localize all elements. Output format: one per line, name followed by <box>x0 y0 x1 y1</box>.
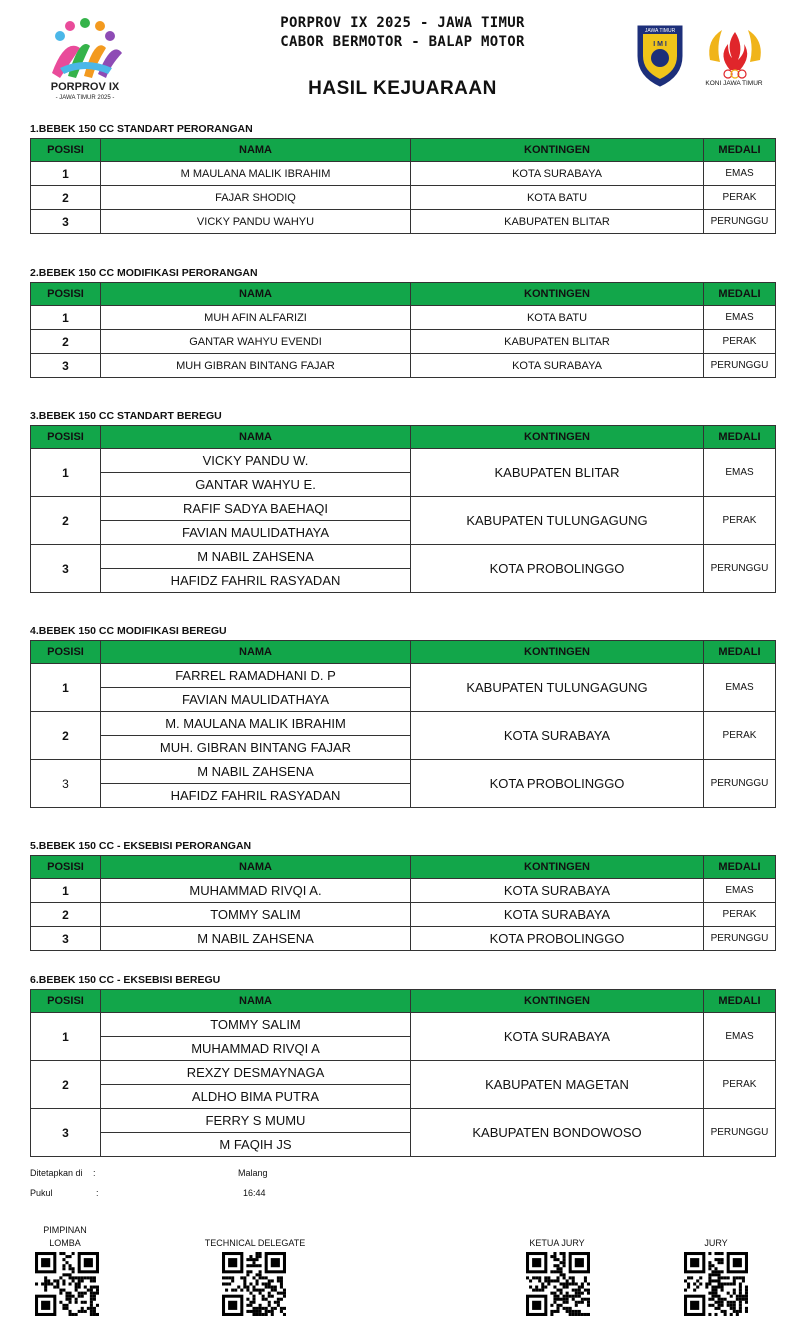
medal-cell: PERAK <box>704 903 776 927</box>
medal-cell: EMAS <box>704 1013 776 1061</box>
position-cell: 1 <box>31 664 101 712</box>
imi-logo-top-text: JAWA TIMUR <box>644 28 676 34</box>
header-posisi: POSISI <box>31 139 101 162</box>
contingent-cell: KOTA BATU <box>411 186 704 210</box>
place-value: Malang <box>238 1168 268 1178</box>
position-cell: 3 <box>31 545 101 593</box>
signatory-jury: JURY <box>704 1238 728 1248</box>
header-posisi: POSISI <box>31 283 101 306</box>
results-table <box>30 282 776 378</box>
qr-code <box>684 1252 748 1316</box>
results-table <box>30 989 776 1157</box>
medal-cell: PERUNGGU <box>704 210 776 234</box>
document-header <box>0 0 800 110</box>
table-row <box>31 712 776 736</box>
position-cell: 3 <box>31 210 101 234</box>
contingent-cell: KABUPATEN BLITAR <box>411 449 704 497</box>
header-posisi: POSISI <box>31 990 101 1013</box>
contingent-cell: KOTA PROBOLINGGO <box>411 927 704 951</box>
name-cell: GANTAR WAHYU E. <box>101 473 411 497</box>
medal-cell: PERUNGGU <box>704 760 776 808</box>
table-row <box>31 162 776 186</box>
medal-cell: PERUNGGU <box>704 927 776 951</box>
name-cell: VICKY PANDU W. <box>101 449 411 473</box>
table-row <box>31 210 776 234</box>
table-row <box>31 330 776 354</box>
header-medali: MEDALI <box>704 139 776 162</box>
name-cell: MUH. GIBRAN BINTANG FAJAR <box>101 736 411 760</box>
header-kontingen: KONTINGEN <box>411 139 704 162</box>
name-cell: VICKY PANDU WAHYU <box>101 210 411 234</box>
porprov-logo-subtitle: - JAWA TIMUR 2025 - <box>55 95 115 101</box>
contingent-cell: KOTA PROBOLINGGO <box>411 545 704 593</box>
name-cell: TOMMY SALIM <box>101 1013 411 1037</box>
header-medali: MEDALI <box>704 641 776 664</box>
header-posisi: POSISI <box>31 856 101 879</box>
table-row <box>31 1013 776 1037</box>
header-nama: NAMA <box>101 426 411 449</box>
position-cell: 3 <box>31 927 101 951</box>
table-header-row <box>31 283 776 306</box>
header-nama: NAMA <box>101 856 411 879</box>
contingent-cell: KABUPATEN BLITAR <box>411 210 704 234</box>
medal-cell: PERAK <box>704 497 776 545</box>
name-cell: RAFIF SADYA BAEHAQI <box>101 497 411 521</box>
header-posisi: POSISI <box>31 641 101 664</box>
contingent-cell: KOTA SURABAYA <box>411 879 704 903</box>
name-cell: M. MAULANA MALIK IBRAHIM <box>101 712 411 736</box>
name-cell: HAFIDZ FAHRIL RASYADAN <box>101 784 411 808</box>
medal-cell: PERUNGGU <box>704 1109 776 1157</box>
result-section <box>30 264 775 378</box>
section-title: 3.BEBEK 150 CC STANDART BEREGU <box>30 410 222 422</box>
document-title-block <box>200 14 605 52</box>
contingent-cell: KABUPATEN TULUNGAGUNG <box>411 664 704 712</box>
name-cell: FERRY S MUMU <box>101 1109 411 1133</box>
name-cell: MUH GIBRAN BINTANG FAJAR <box>101 354 411 378</box>
imi-shield-logo <box>634 22 686 88</box>
header-nama: NAMA <box>101 641 411 664</box>
header-kontingen: KONTINGEN <box>411 990 704 1013</box>
header-nama: NAMA <box>101 990 411 1013</box>
table-row <box>31 760 776 784</box>
table-row <box>31 903 776 927</box>
results-table <box>30 640 776 808</box>
section-title: 1.BEBEK 150 CC STANDART PERORANGAN <box>30 123 253 135</box>
name-cell: FAVIAN MAULIDATHAYA <box>101 688 411 712</box>
results-table <box>30 138 776 234</box>
title-line-1: PORPROV IX 2025 - JAWA TIMUR <box>280 15 525 31</box>
imi-logo-center-text: I M I <box>653 41 667 48</box>
medal-cell: EMAS <box>704 162 776 186</box>
porprov-logo-title: PORPROV IX <box>50 81 120 93</box>
medal-cell: PERUNGGU <box>704 545 776 593</box>
table-row <box>31 449 776 473</box>
header-kontingen: KONTINGEN <box>411 641 704 664</box>
header-nama: NAMA <box>101 283 411 306</box>
header-medali: MEDALI <box>704 990 776 1013</box>
name-cell: FAJAR SHODIQ <box>101 186 411 210</box>
name-cell: FARREL RAMADHANI D. P <box>101 664 411 688</box>
name-cell: GANTAR WAHYU EVENDI <box>101 330 411 354</box>
place-label: Ditetapkan di <box>30 1168 83 1178</box>
contingent-cell: KABUPATEN BLITAR <box>411 330 704 354</box>
medal-cell: EMAS <box>704 306 776 330</box>
time-value: 16:44 <box>243 1188 266 1198</box>
header-kontingen: KONTINGEN <box>411 283 704 306</box>
result-section <box>30 120 775 234</box>
contingent-cell: KOTA BATU <box>411 306 704 330</box>
contingent-cell: KOTA SURABAYA <box>411 903 704 927</box>
table-row <box>31 545 776 569</box>
name-cell: M MAULANA MALIK IBRAHIM <box>101 162 411 186</box>
page-title: HASIL KEJUARAAN <box>308 78 497 99</box>
header-medali: MEDALI <box>704 283 776 306</box>
name-cell: MUHAMMAD RIVQI A <box>101 1037 411 1061</box>
table-row <box>31 306 776 330</box>
header-kontingen: KONTINGEN <box>411 856 704 879</box>
table-row <box>31 1109 776 1133</box>
table-row <box>31 497 776 521</box>
signatory-ketua-jury: KETUA JURY <box>529 1238 585 1248</box>
medal-cell: PERAK <box>704 712 776 760</box>
contingent-cell: KOTA PROBOLINGGO <box>411 760 704 808</box>
name-cell: TOMMY SALIM <box>101 903 411 927</box>
result-section <box>30 622 775 808</box>
table-header-row <box>31 990 776 1013</box>
title-line-2: CABOR BERMOTOR - BALAP MOTOR <box>280 34 525 50</box>
table-header-row <box>31 426 776 449</box>
table-row <box>31 879 776 903</box>
signatory-technical-delegate: TECHNICAL DELEGATE <box>204 1238 306 1248</box>
name-cell: HAFIDZ FAHRIL RASYADAN <box>101 569 411 593</box>
section-title: 4.BEBEK 150 CC MODIFIKASI BEREGU <box>30 625 227 637</box>
time-row <box>30 1188 266 1198</box>
qr-code <box>526 1252 590 1316</box>
name-cell: M NABIL ZAHSENA <box>101 760 411 784</box>
place-row <box>30 1168 268 1178</box>
medal-cell: PERUNGGU <box>704 354 776 378</box>
table-row <box>31 186 776 210</box>
results-table <box>30 425 776 593</box>
contingent-cell: KOTA SURABAYA <box>411 1013 704 1061</box>
medal-cell: EMAS <box>704 664 776 712</box>
position-cell: 3 <box>31 354 101 378</box>
position-cell: 3 <box>31 760 101 808</box>
medal-cell: EMAS <box>704 879 776 903</box>
position-cell: 1 <box>31 449 101 497</box>
table-row <box>31 354 776 378</box>
position-cell: 3 <box>31 1109 101 1157</box>
result-section <box>30 971 775 1157</box>
contingent-cell: KABUPATEN TULUNGAGUNG <box>411 497 704 545</box>
position-cell: 1 <box>31 1013 101 1061</box>
koni-caption: KONI JAWA TIMUR <box>705 80 763 87</box>
contingent-cell: KOTA SURABAYA <box>411 354 704 378</box>
header-medali: MEDALI <box>704 856 776 879</box>
name-cell: ALDHO BIMA PUTRA <box>101 1085 411 1109</box>
time-label: Pukul <box>30 1188 53 1198</box>
medal-cell: PERAK <box>704 330 776 354</box>
table-header-row <box>31 139 776 162</box>
section-title: 5.BEBEK 150 CC - EKSEBISI PERORANGAN <box>30 840 252 852</box>
position-cell: 2 <box>31 497 101 545</box>
position-cell: 2 <box>31 903 101 927</box>
result-section <box>30 407 775 593</box>
position-cell: 1 <box>31 306 101 330</box>
name-cell: M NABIL ZAHSENA <box>101 927 411 951</box>
medal-cell: PERAK <box>704 1061 776 1109</box>
time-separator: : <box>96 1188 99 1198</box>
qr-code <box>222 1252 286 1316</box>
name-cell: MUHAMMAD RIVQI A. <box>101 879 411 903</box>
result-section <box>30 837 775 951</box>
header-posisi: POSISI <box>31 426 101 449</box>
section-title: 6.BEBEK 150 CC - EKSEBISI BEREGU <box>30 974 221 986</box>
header-medali: MEDALI <box>704 426 776 449</box>
position-cell: 1 <box>31 879 101 903</box>
position-cell: 2 <box>31 330 101 354</box>
medal-cell: EMAS <box>704 449 776 497</box>
table-row <box>31 927 776 951</box>
place-separator: : <box>93 1168 96 1178</box>
medal-cell: PERAK <box>704 186 776 210</box>
signatory-pimpinan-lomba: PIMPINAN LOMBA <box>43 1225 87 1248</box>
name-cell: MUH AFIN ALFARIZI <box>101 306 411 330</box>
contingent-cell: KOTA SURABAYA <box>411 712 704 760</box>
name-cell: M NABIL ZAHSENA <box>101 545 411 569</box>
header-kontingen: KONTINGEN <box>411 426 704 449</box>
name-cell: FAVIAN MAULIDATHAYA <box>101 521 411 545</box>
header-nama: NAMA <box>101 139 411 162</box>
table-header-row <box>31 856 776 879</box>
qr-code <box>35 1252 99 1316</box>
table-row <box>31 664 776 688</box>
table-row <box>31 1061 776 1085</box>
name-cell: REXZY DESMAYNAGA <box>101 1061 411 1085</box>
section-title: 2.BEBEK 150 CC MODIFIKASI PERORANGAN <box>30 267 258 279</box>
contingent-cell: KABUPATEN BONDOWOSO <box>411 1109 704 1157</box>
position-cell: 2 <box>31 1061 101 1109</box>
position-cell: 1 <box>31 162 101 186</box>
position-cell: 2 <box>31 712 101 760</box>
porprov-logo <box>40 18 130 102</box>
contingent-cell: KOTA SURABAYA <box>411 162 704 186</box>
contingent-cell: KABUPATEN MAGETAN <box>411 1061 704 1109</box>
table-header-row <box>31 641 776 664</box>
results-table <box>30 855 776 951</box>
position-cell: 2 <box>31 186 101 210</box>
name-cell: M FAQIH JS <box>101 1133 411 1157</box>
